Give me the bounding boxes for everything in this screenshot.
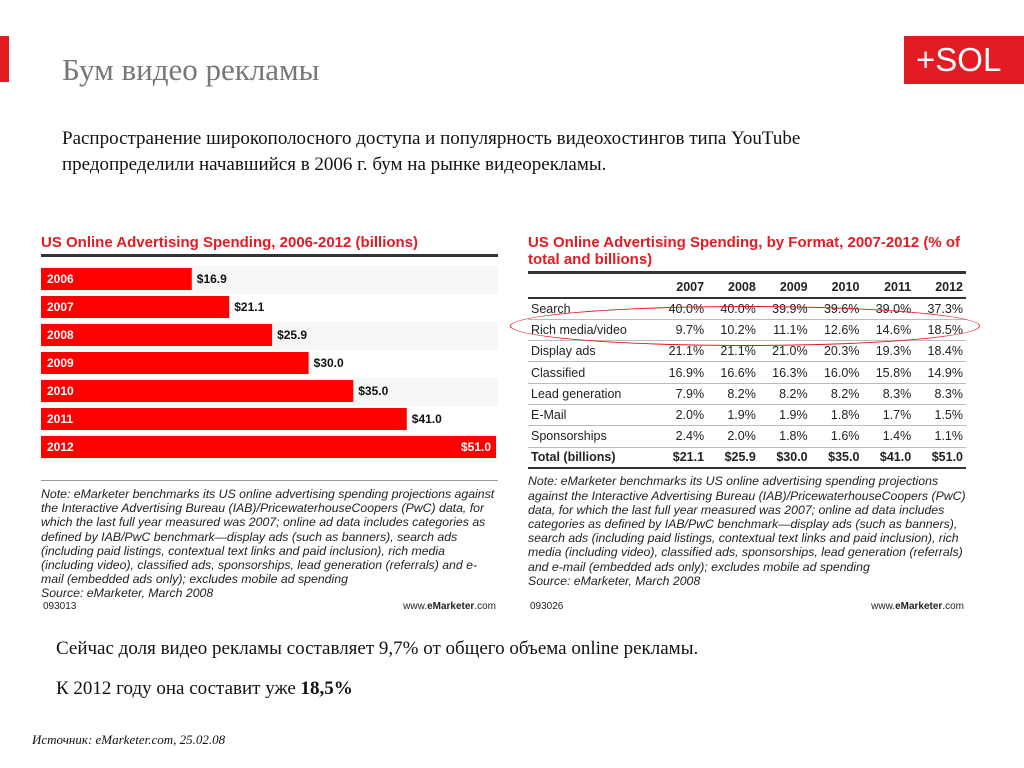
format-table-header-row [528,276,966,298]
table-cell: 1.8% [759,426,811,447]
format-table-note: Note: eMarketer benchmarks its US online advertising spending projections against the Interactive Advertising Bureau (IAB)/PricewaterhouseCoopers (PwC) data, for which the last full year measured was 2007; online ad data includes categories as defined by IAB/PwC benchmark—display ads (such as banners), search ads (including paid listings, contextual text links and paid inclusion), rich media (including video), classified ads, sponsorships, lead generation (referrals) and e-mail (embedded ads only); excludes mobile ad spending [528,474,966,574]
table-row [528,362,966,383]
table-cell: 19.3% [862,341,914,362]
bar-2011 [41,408,407,430]
brand-prefix: www. [403,601,428,612]
table-cell: $41.0 [862,447,914,468]
table-cell: 14.6% [862,319,914,340]
bar-category-label: 2009 [47,356,74,370]
table-cell: 2.4% [655,426,707,447]
brand-bold: eMarketer [895,601,943,612]
table-row [528,383,966,404]
table-cell: 8.2% [707,383,759,404]
table-cell: 2.0% [655,404,707,425]
bar-category-label: 2010 [47,384,74,398]
table-cell: 12.6% [811,319,863,340]
format-table-total-row [528,447,966,468]
table-cell: Total (billions) [528,447,655,468]
bar-category-label: 2006 [47,272,74,286]
table-cell: 40.0% [655,298,707,319]
table-cell: 1.4% [862,426,914,447]
table-cell: 39.6% [811,298,863,319]
bar-category-label: 2007 [47,300,74,314]
format-table-column-header: 2007 [655,276,707,298]
table-cell: 8.2% [811,383,863,404]
table-cell: 14.9% [914,362,966,383]
table-cell: Search [528,298,655,319]
forecast-share-text [56,678,353,700]
format-table-code: 093026 [530,601,564,612]
table-cell: 18.5% [914,319,966,340]
bar-value-label: $25.9 [277,328,308,342]
bar-chart-svg [41,266,498,476]
table-cell: $25.9 [707,447,759,468]
table-cell: 21.1% [707,341,759,362]
bar-2008 [41,324,272,346]
table-cell: $51.0 [914,447,966,468]
spending-bar-chart-panel [41,228,498,618]
bar-2009 [41,352,309,374]
format-table-column-header [528,276,655,298]
current-share-text: Сейчас доля видео рекламы составляет 9,7% от общего объема online рекламы. [56,638,699,659]
format-table-column-header: 2008 [707,276,759,298]
slide-title: Бум видео рекламы [62,52,320,87]
table-cell: Sponsorships [528,426,655,447]
table-cell: 1.7% [862,404,914,425]
bar-category-label: 2008 [47,328,74,342]
table-cell: 8.2% [759,383,811,404]
table-cell: 8.3% [862,383,914,404]
bar-value-label: $21.1 [234,300,265,314]
table-cell: 15.8% [862,362,914,383]
left-accent-bar [0,36,9,82]
table-cell: 16.9% [655,362,707,383]
format-table-brand [871,601,964,612]
table-cell: 1.5% [914,404,966,425]
bar-category-label: 2011 [47,412,74,426]
table-cell: Display ads [528,341,655,362]
table-cell: 37.3% [914,298,966,319]
table-cell: 16.3% [759,362,811,383]
table-cell: 18.4% [914,341,966,362]
table-cell: 40.0% [707,298,759,319]
table-cell: $21.1 [655,447,707,468]
format-table-title-rule [528,271,966,274]
sol-logo: +SOL [904,36,1024,84]
table-cell: $35.0 [811,447,863,468]
bar-value-label: $30.0 [313,356,344,370]
table-cell: 21.0% [759,341,811,362]
bar-chart-bottom-rule [41,480,498,481]
format-table-column-header: 2009 [759,276,811,298]
table-cell: Lead generation [528,383,655,404]
table-cell: $30.0 [759,447,811,468]
format-table-column-header: 2011 [862,276,914,298]
table-cell: 9.7% [655,319,707,340]
forecast-prefix: К 2012 году она составит уже [56,678,301,699]
table-cell: 1.9% [759,404,811,425]
table-cell: 16.0% [811,362,863,383]
bar-2012 [41,436,496,458]
table-cell: 2.0% [707,426,759,447]
bar-chart-brand [403,601,496,612]
bar-value-label: $41.0 [411,412,442,426]
table-cell: 39.0% [862,298,914,319]
format-table-title: US Online Advertising Spending, by Format, 2007-2012 (% of total and billions) [528,234,961,268]
bar-value-label: $35.0 [358,384,389,398]
table-cell: 1.8% [811,404,863,425]
table-cell: 39.9% [759,298,811,319]
table-cell: Classified [528,362,655,383]
bar-chart-title-rule [41,254,498,257]
table-cell: 11.1% [759,319,811,340]
brand-suffix: .com [474,601,496,612]
table-cell: 21.1% [655,341,707,362]
bar-chart-source: Source: eMarketer, March 2008 [41,586,214,601]
brand-prefix: www. [871,601,896,612]
format-table-source: Source: eMarketer, March 2008 [528,573,701,588]
bar-category-label: 2012 [47,440,74,454]
rich-media-highlight-ellipse [510,306,980,346]
table-cell: 1.9% [707,404,759,425]
brand-bold: eMarketer [427,601,475,612]
table-cell: 7.9% [655,383,707,404]
table-row [528,404,966,425]
brand-suffix: .com [942,601,964,612]
bar-chart-title: US Online Advertising Spending, 2006-2012 (billions) [41,234,419,251]
source-citation: Источник: eMarketer.com, 25.02.08 [32,732,226,747]
table-cell: 1.1% [914,426,966,447]
table-cell: 1.6% [811,426,863,447]
table-cell: 8.3% [914,383,966,404]
bar-value-label: $16.9 [196,272,227,286]
format-table-column-header: 2012 [914,276,966,298]
intro-paragraph: Распространение широкополосного доступа и популярность видеохостингов типа YouTube предопределили начавшийся в 2006 г. бум на рынке видеорекламы. [62,128,801,175]
table-cell: Rich media/video [528,319,655,340]
table-cell: E-Mail [528,404,655,425]
bar-2010 [41,380,353,402]
table-cell: 10.2% [707,319,759,340]
bar-chart-code: 093013 [43,601,77,612]
table-cell: 16.6% [707,362,759,383]
format-table [528,276,966,469]
bar-value-label: $51.0 [460,440,491,454]
forecast-value: 18,5% [300,678,353,699]
spending-by-format-panel [528,228,966,618]
format-table-column-header: 2010 [811,276,863,298]
bar-chart-note: Note: eMarketer benchmarks its US online advertising spending projections against the Interactive Advertising Bureau (IAB)/PricewaterhouseCoopers (PwC) data, for which the last full year measured was 2007; online ad data includes categories as defined by IAB/PwC benchmark—display ads (such as banners), search ads (including paid listings, contextual text links and paid inclusion), rich media (including video), classified ads, sponsorships, lead generation (referrals) and e-mail (embedded ads only); excludes mobile ad spending [41,487,495,587]
table-row [528,426,966,447]
table-cell: 20.3% [811,341,863,362]
